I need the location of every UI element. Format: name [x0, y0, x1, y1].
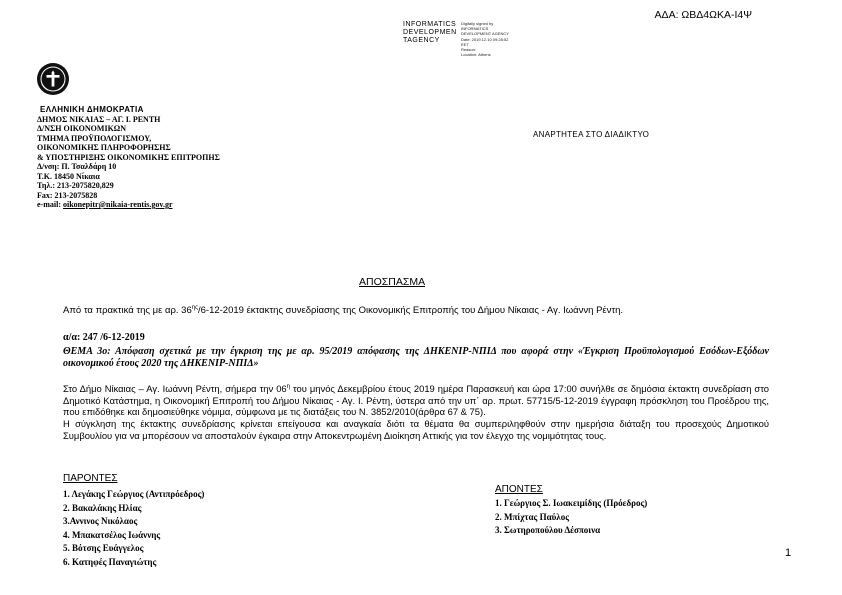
- intro-text: /6-12-2019 έκτακτης συνεδρίασης της Οικονομικής Επιτροπής του Δήμου Νίκαιας - Αγ. Ιωάννη Ρέντη.: [197, 305, 624, 317]
- page-number: 1: [785, 547, 792, 559]
- stamp-detail: EET: [461, 41, 469, 47]
- stamp-detail: Digitally signed by: [461, 21, 494, 26]
- body-text: Στο Δήμο Νίκαιας – Αγ. Ιωάννη Ρέντη, σήμερα την 06: [63, 383, 287, 395]
- header-line: Τηλ.: 213-2075820,829: [37, 181, 114, 190]
- body-paragraph: Η σύγκληση της έκτακτης συνεδρίασης κρίνεται επείγουσα και αναγκαία διότι τα θέματα θα συμπεριληφθούν στην ημερήσια διάταξη του προσεχούς Δημοτικού Συμβουλίου για να μπορέσουν να αποσταλούν έγκαιρα στην Αποκεντρωμένη Διοίκηση Αττικής για τον έλεγχο της νομιμότητας τους.: [63, 417, 769, 441]
- list-item: 1. Γεώργιος Σ. Ιωακειμίδης (Πρόεδρος): [495, 498, 648, 508]
- stamp-detail: INFORMATICS: [461, 26, 489, 32]
- header-line: Δ/ΝΣΗ ΟΙΚΟΝΟΜΙΚΩΝ: [37, 124, 126, 133]
- header-line: & ΥΠΟΣΤΗΡΙΞΗΣ ΟΙΚΟΝΟΜΙΚΗΣ ΕΠΙΤΡΟΠΗΣ: [37, 152, 220, 162]
- list-item: 2. Μπίχτας Παύλος: [495, 511, 570, 522]
- intro-text: Από τα πρακτικά της με αρ. 36: [63, 305, 192, 317]
- email-line: [37, 200, 220, 210]
- stamp-detail: DEVELOPMENT AGENCY: [461, 31, 509, 37]
- list-item: 3. Σωτηροπούλου Δέσποινα: [495, 525, 601, 536]
- header-line: ΔΗΜΟΣ ΝΙΚΑΙΑΣ – ΑΓ. Ι. ΡΕΝΤΗ: [37, 114, 161, 124]
- list-item: 5. Βότσης Ευάγγελος: [63, 543, 144, 554]
- stamp-line: DEVELOPMEN: [403, 29, 457, 37]
- present-heading: ΠΑΡΟΝΤΕΣ: [63, 473, 118, 484]
- header-line: ΤΜΗΜΑ ΠΡΟΫΠΟΛΟΓΙΣΜΟΥ,: [37, 133, 152, 143]
- posted-online-label: ΑΝΑΡΤΗΤΕΑ ΣΤΟ ΔΙΑΔΙΚΤΥΟ: [533, 130, 650, 139]
- decision-number: α/α: 247 /6-12-2019: [63, 332, 145, 343]
- email-link[interactable]: oikonepitr@nikaia-rentis.gov.gr: [63, 200, 173, 209]
- body-text: του μηνός Δεκεμβρίου έτους 2019 ημέρα Παρασκευή και ώρα 17:00 συνήλθε σε δημόσια έκτακτη συνεδρίαση στο Δημοτικό Κατάστημα, η Οικονομική Επιτροπή του Δήμου Νίκαιας - Αγ. Ι. Ρέντη, ύστερα από την υπ΄ αρ. πρωτ. 57715/5-12-2019 έγγραφη πρόσκληση του Προέδρου της, που επιδόθηκε και δημοσιεύθηκε νόμιμα, σύμφωνα με τις διατάξεις του Ν. 3852/2010(άρθρα 67 & 75).: [63, 383, 769, 418]
- stamp-line: INFORMATICS: [403, 21, 457, 28]
- decision-subject: ΘΕΜΑ 3ο: Απόφαση σχετικά με την έγκριση της με αρ. 95/2019 απόφασης της ΔΗΚΕΝΙΡ-ΝΠΙΔ που αφορά στην «Έγκριση Προϋπολογισμού Εσόδων-Εξόδων οικονομικού έτους 2020 της ΔΗΚΕΝΙΡ-ΝΠΙΔ»: [63, 346, 769, 369]
- list-item: 4. Μπακατσέλος Ιωάννης: [63, 529, 161, 540]
- document-body: [63, 382, 769, 441]
- header-line: Δ/νση: Π. Τσαλδάρη 10: [37, 162, 117, 171]
- greek-emblem-icon: [36, 62, 70, 96]
- stamp-detail: Date: 2019.12.10 09:28:52: [461, 36, 509, 42]
- stamp-line: TAGENCY: [403, 37, 440, 45]
- header-line: ΟΙΚΟΝΟΜΙΚΗΣ ΠΛΗΡΟΦΟΡΗΣΗΣ: [37, 143, 171, 152]
- header-line: Fax: 213-2075828: [37, 190, 98, 200]
- absent-heading: ΑΠΟΝΤΕΣ: [495, 484, 543, 495]
- absent-list: [495, 497, 647, 538]
- intro-sup: ης: [191, 305, 198, 311]
- body-paragraph: [63, 382, 769, 418]
- list-item: 2. Βακαλάκης Ηλίας: [63, 502, 142, 513]
- present-list: [63, 488, 204, 570]
- stamp-detail: Reason:: [461, 47, 476, 53]
- signature-stamp: [403, 21, 457, 46]
- header-line: ΕΛΛΗΝΙΚΗ ΔΗΜΟΚΡΑΤΙΑ: [40, 105, 144, 114]
- ada-code: ΑΔΑ: ΩΒΔ4ΩΚΑ-Ι4Ψ: [654, 9, 752, 21]
- issuer-header: [37, 105, 220, 210]
- document-title: ΑΠΟΣΠΑΣΜΑ: [359, 276, 426, 288]
- list-item: 1. Λεγάκης Γεώργιος (Αντιπρόεδρος): [63, 489, 205, 499]
- list-item: 3.Αννινος Νικόλαος: [63, 516, 138, 527]
- body-sup: η: [286, 384, 290, 390]
- stamp-detail: Location: Athens: [461, 52, 491, 58]
- signature-details: [461, 21, 509, 57]
- list-item: 6. Κατηφές Παναγιώτης: [63, 556, 157, 567]
- email-label: e-mail:: [37, 200, 61, 209]
- header-line: Τ.Κ. 18450 Νίκαια: [37, 171, 100, 181]
- minutes-reference: [63, 305, 623, 316]
